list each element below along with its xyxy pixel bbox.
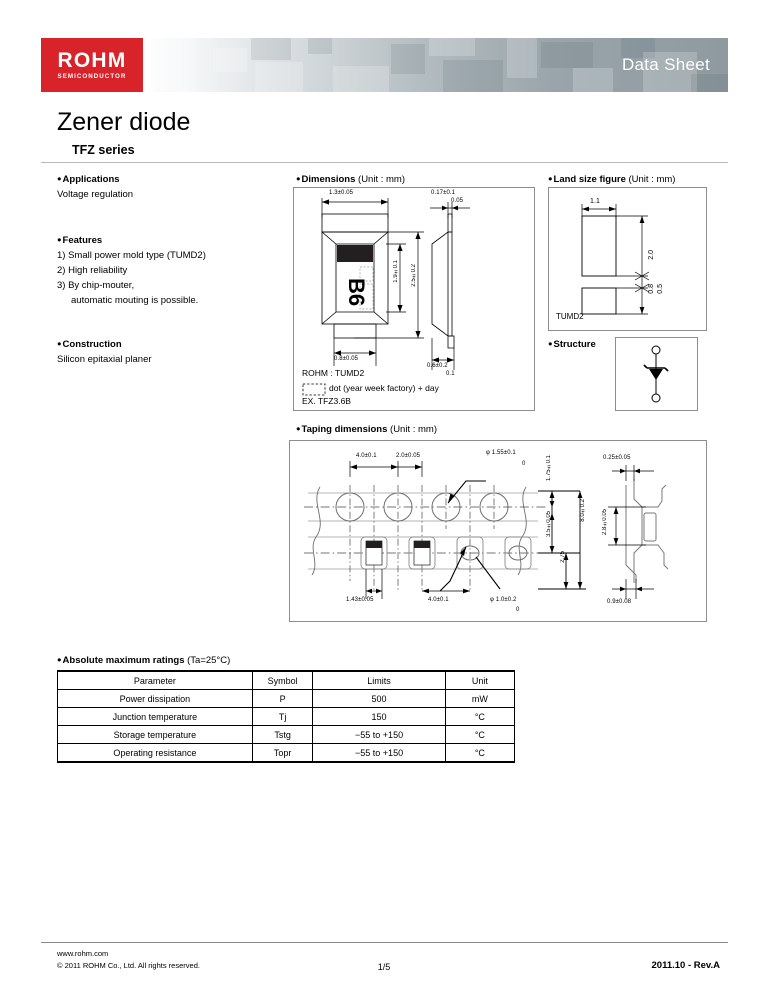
dim-side-thickness: 0.17±0.1 [431,190,456,196]
cell-parameter: Storage temperature [58,726,253,744]
column-header-unit: Unit [445,671,514,690]
column-header-limits: Limits [313,671,445,690]
cell-limits: 500 [313,690,445,708]
zener-diode-symbol-icon [616,338,697,410]
package-note: ROHM : TUMD2 [302,368,365,378]
page-header [41,38,728,92]
features-heading: ● Features [57,235,282,246]
cell-unit: °C [445,708,514,726]
table-row [58,744,515,763]
cell-parameter: Junction temperature [58,708,253,726]
land-size-drawing [549,188,706,330]
dim-hole-1-0-tol: 0 [516,607,520,613]
rohm-logo [41,38,143,92]
dim-total-height: 2.0 [648,250,655,260]
dim-height-inner: 1.9±0.1 [393,260,399,283]
applications-text: Voltage regulation [57,189,134,200]
land-package-label: TUMD2 [556,312,584,321]
dim-hole-1-55-tol: 0 [522,461,526,467]
cell-symbol: Topr [252,744,313,763]
dimensions-heading [296,174,405,185]
dimensions-figure [293,187,535,411]
table-row [58,726,515,744]
construction-text: Silicon epitaxial planer [57,354,152,365]
svg-text:B6: B6 [344,277,369,307]
taping-unit: (Unit : mm) [390,424,437,435]
page-title: Zener diode [57,108,191,136]
absolute-maximum-ratings-table [57,670,515,763]
dim-sec-0-9: 0.9±0.08 [607,599,632,605]
dim-2-75: 2.75 [560,551,566,563]
feature-item: automatic mouting is possible. [71,295,199,306]
cell-symbol: Tstg [252,726,313,744]
example-note: EX. TFZ3.6B [302,396,351,406]
applications-heading: ● Applications [57,174,282,185]
dim-pitch-4-0: 4.0±0.1 [356,453,377,459]
feature-item: 1) Small power mold type (TUMD2) [57,250,206,261]
ratings-heading-text: ● Absolute maximum ratings [57,655,184,666]
construction-section [57,339,282,365]
cell-parameter: Power dissipation [58,690,253,708]
dim-sec-2-8: 2.8±0.05 [602,509,608,536]
feature-item: 2) High reliability [57,265,128,276]
dim-gap-b: 0.5 [657,284,664,294]
dot-note: dot (year week factory) + day [329,383,439,393]
dim-sec-0-25: 0.25±0.05 [603,455,631,461]
cell-limits: 150 [313,708,445,726]
table-row [58,708,515,726]
dim-pad-width: 1.1 [590,198,601,205]
cell-unit: mW [445,690,514,708]
dim-side-width: 0.6±0.2 [427,363,448,369]
cell-limits: −55 to +150 [313,744,445,763]
dimensions-heading-text: ● Dimensions [296,174,355,185]
title-divider [41,162,728,163]
cell-symbol: P [252,690,313,708]
land-size-heading [548,174,675,185]
cell-unit: °C [445,726,514,744]
dim-height-outer: 2.5±0.2 [411,264,417,287]
footer-divider [41,942,728,943]
dim-side-width-tol: 0.1 [446,371,455,377]
feature-item: 3) By chip-mouter, [57,280,135,291]
dim-gap-a: 0.8 [648,284,655,294]
structure-figure [615,337,698,411]
table-row [58,690,515,708]
dim-hole-1-0: φ 1.0±0.2 [490,597,517,603]
taping-heading [296,424,437,435]
dim-3-5: 3.5±0.05 [546,511,552,538]
applications-section [57,174,282,200]
revision-label: 2011.10 - Rev.A [651,960,720,971]
dim-part-pitch-1-43: 1.43±0.05 [346,597,374,603]
construction-heading: ● Construction [57,339,282,350]
taping-figure [289,440,707,622]
dim-hole-1-55: φ 1.55±0.1 [486,450,516,456]
header-banner [143,38,728,92]
cell-parameter: Operating resistance [58,744,253,763]
dim-bottom-4-0: 4.0±0.1 [428,597,449,603]
land-size-figure [548,187,707,331]
copyright-text: © 2011 ROHM Co., Ltd. All rights reserved. [57,961,200,970]
features-section [57,235,282,306]
dimensions-unit: (Unit : mm) [358,174,405,185]
dim-width-top: 1.3±0.05 [329,190,354,196]
cell-symbol: Tj [252,708,313,726]
dim-edge-1-75: 1.75±0.1 [546,455,552,482]
dim-side-thickness-tol: 0.05 [451,198,464,204]
table-header-row [58,671,515,690]
column-header-symbol: Symbol [252,671,313,690]
ratings-condition: (Ta=25°C) [187,655,231,666]
taping-heading-text: ● Taping dimensions [296,424,387,435]
logo-tagline: SEMICONDUCTOR [57,72,127,80]
taping-drawing [290,441,706,621]
page-number: 1/5 [377,962,391,972]
dim-offset-2-0: 2.0±0.05 [396,453,421,459]
banner-title: Data Sheet [621,55,710,74]
structure-heading [548,339,596,350]
ratings-heading [57,655,230,666]
structure-heading-text: ● Structure [548,339,596,350]
column-header-parameter: Parameter [58,671,253,690]
dim-8-0: 8.0±0.2 [580,499,586,522]
series-name: TFZ series [72,143,135,157]
logo-wordmark: ROHM [57,48,127,72]
cell-limits: −55 to +150 [313,726,445,744]
land-size-unit: (Unit : mm) [628,174,676,185]
land-size-heading-text: ● Land size figure [548,174,626,185]
website-link[interactable]: www.rohm.com [57,949,109,958]
cell-unit: °C [445,744,514,763]
dim-width-bottom: 0.8±0.05 [334,356,359,362]
